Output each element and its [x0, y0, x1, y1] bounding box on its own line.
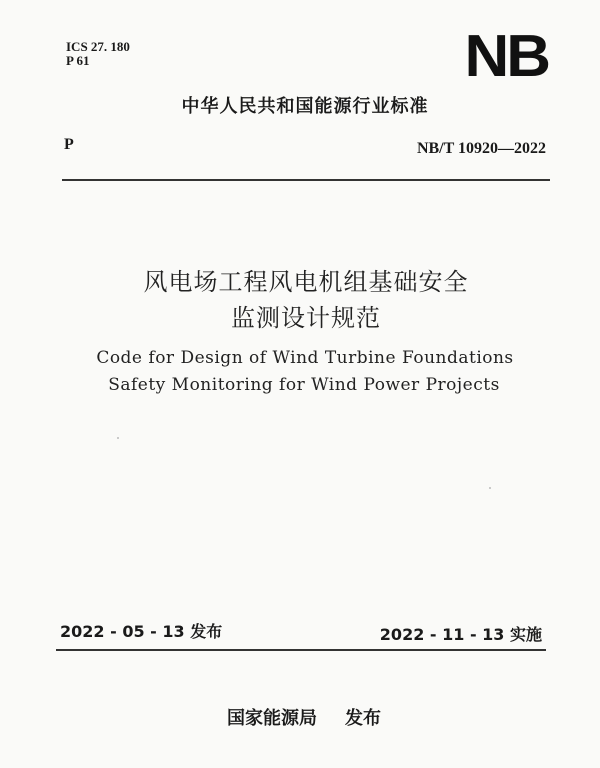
implementation-date: 2022 - 11 - 13 实施	[379, 625, 542, 644]
paper-speck	[117, 437, 119, 439]
title-english-line-1: Code for Design of Wind Turbine Foundations	[96, 348, 514, 368]
category-letter: P	[64, 136, 74, 153]
standard-number: NB/T 10920—2022	[416, 140, 546, 157]
paper-speck	[489, 487, 491, 489]
title-chinese-line-1: 风电场工程风电机组基础安全	[143, 268, 469, 296]
publisher-line	[0, 704, 600, 730]
publisher-action: 发布	[345, 708, 381, 729]
standard-type-heading: 中华人民共和国能源行业标准	[181, 96, 429, 117]
publisher-name: 国家能源局	[227, 708, 317, 729]
title-english-line-2: Safety Monitoring for Wind Power Projects	[108, 375, 500, 395]
footer-divider	[56, 649, 546, 651]
ics-code: ICS 27. 180	[66, 39, 130, 54]
nb-logo: NB	[464, 23, 548, 90]
title-chinese-line-2: 监测设计规范	[231, 304, 381, 332]
classification-codes	[66, 40, 130, 68]
ccs-code: P 61	[66, 53, 90, 68]
issue-date: 2022 - 05 - 13 发布	[60, 622, 223, 641]
header-divider	[62, 179, 550, 181]
